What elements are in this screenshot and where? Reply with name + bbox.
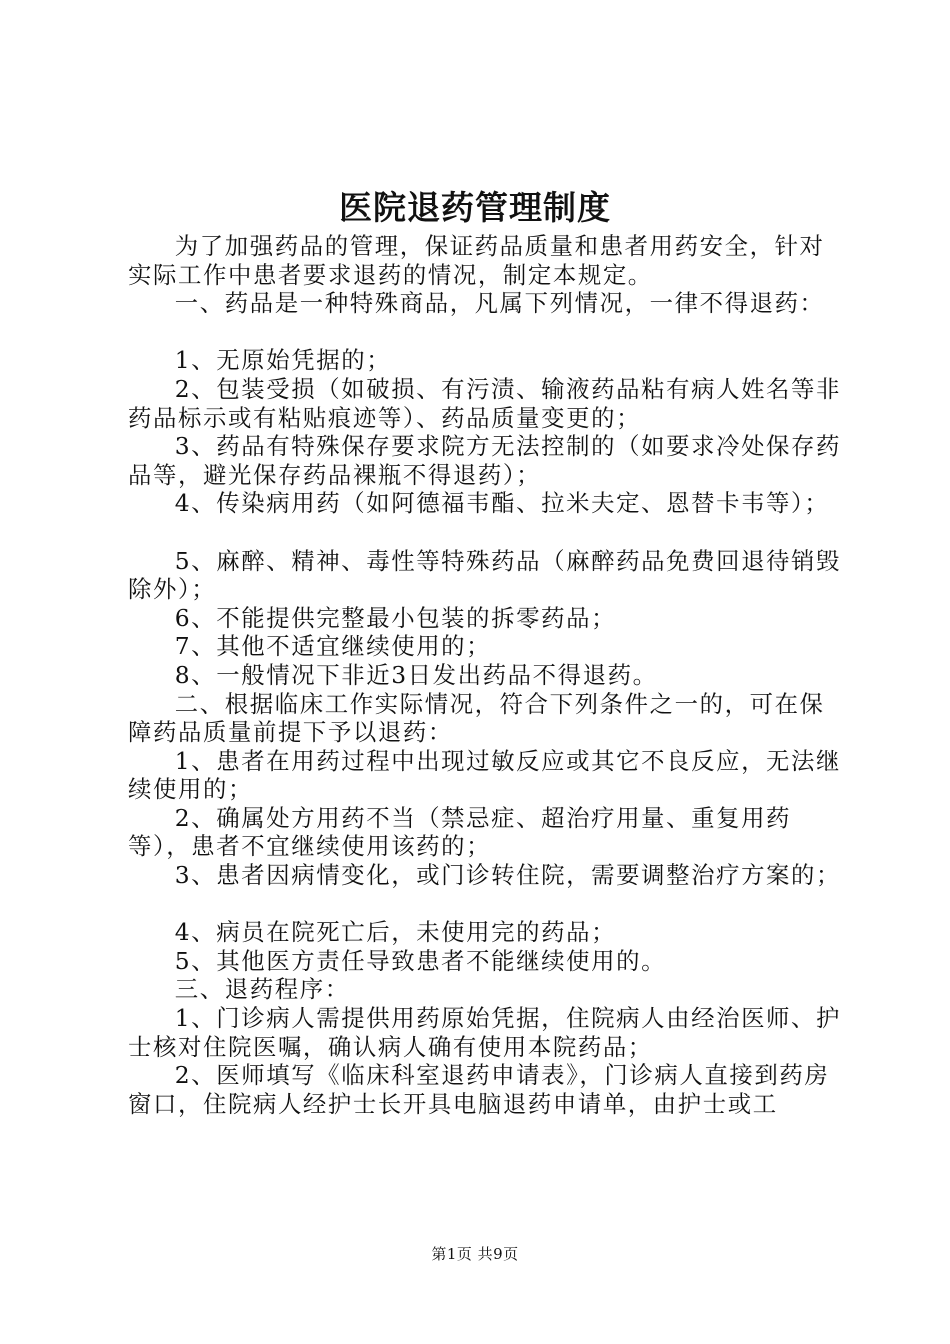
list-item: 5、麻醉、精神、毒性等特殊药品（麻醉药品免费回退待销毁除外）； — [128, 546, 842, 604]
list-item: 4、病员在院死亡后，未使用完的药品； — [174, 918, 617, 947]
list-item: 5、其他医方责任导致患者不能继续使用的。 — [174, 946, 667, 975]
section-heading-3: 三、退药程序： — [174, 975, 350, 1004]
list-item: 2、确属处方用药不当（禁忌症、超治疗用量、重复用药等），患者不宜继续使用该药的； — [128, 803, 792, 861]
list-item: 1、无原始凭据的； — [174, 346, 392, 375]
list-item: 8、一般情况下非近3日发出药品不得退药。 — [174, 660, 658, 689]
page-footer: 第1页 共9页 — [431, 1245, 519, 1263]
list-item: 6、不能提供完整最小包装的拆零药品； — [174, 603, 617, 632]
document-body — [128, 232, 848, 1118]
document-title: 医院退药管理制度 — [339, 188, 611, 227]
list-item: 1、患者在用药过程中出现过敏反应或其它不良反应，无法继续使用的； — [128, 746, 842, 804]
paragraph-intro: 为了加强药品的管理，保证药品质量和患者用药安全，针对实际工作中患者要求退药的情况，制定本规定。 — [128, 232, 825, 289]
list-item: 2、医师填写《临床科室退药申请表》，门诊病人直接到药房窗口，住院病人经护士长开具电脑退药申请单，由护士或工 — [128, 1061, 830, 1118]
list-item: 7、其他不适宜继续使用的； — [174, 632, 492, 661]
section-heading-1: 一、药品是一种特殊商品，凡属下列情况，一律不得退药： — [174, 289, 825, 318]
list-item: 3、药品有特殊保存要求院方无法控制的（如要求冷处保存药品等，避光保存药品裸瓶不得退药）； — [128, 432, 842, 489]
section-heading-2: 二、根据临床工作实际情况，符合下列条件之一的，可在保障药品质量前提下予以退药： — [128, 689, 825, 747]
list-item: 3、患者因病情变化，或门诊转住院，需要调整治疗方案的； — [174, 861, 842, 890]
list-item: 4、传染病用药（如阿德福韦酯、拉米夫定、恩替卡韦等）； — [174, 489, 830, 518]
list-item: 2、包装受损（如破损、有污渍、输液药品粘有病人姓名等非药品标示或有粘贴痕迹等）、药品质量变更的； — [128, 374, 842, 432]
list-item: 1、门诊病人需提供用药原始凭据，住院病人由经治医师、护士核对住院医嘱，确认病人确有使用本院药品； — [128, 1004, 842, 1061]
